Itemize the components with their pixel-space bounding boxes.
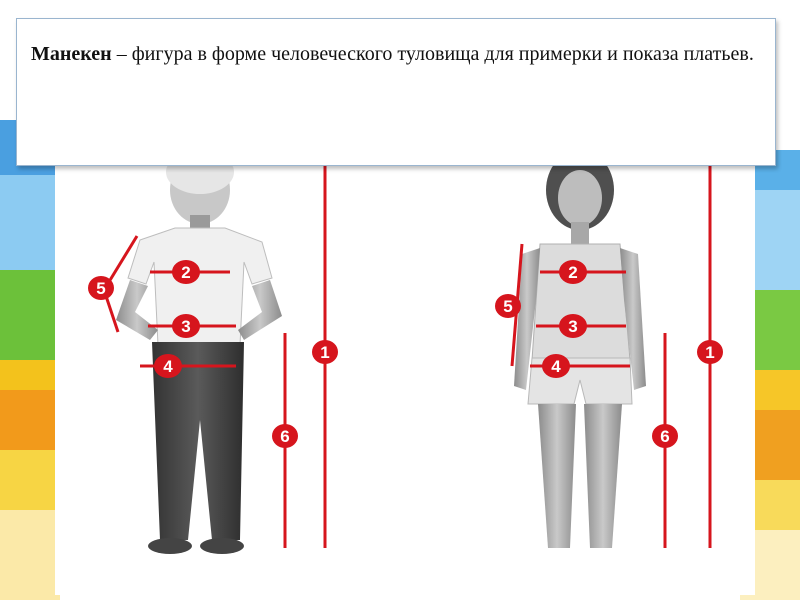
svg-text:2: 2	[568, 263, 578, 282]
svg-text:1: 1	[320, 343, 330, 362]
definition-box	[16, 18, 776, 166]
boy-marker-2	[172, 260, 200, 284]
svg-text:4: 4	[551, 357, 561, 376]
svg-text:5: 5	[503, 297, 513, 316]
svg-text:3: 3	[568, 317, 578, 336]
boy-marker-6	[272, 424, 298, 448]
girl-marker-3	[559, 314, 587, 338]
girl-marker-6	[652, 424, 678, 448]
svg-text:5: 5	[96, 279, 106, 298]
boy-marker-3	[172, 314, 200, 338]
boy-marker-4	[154, 354, 182, 378]
definition-term: Манекен	[31, 43, 112, 65]
svg-text:1: 1	[705, 343, 715, 362]
boy-figure	[116, 150, 282, 554]
girl-marker-5	[495, 294, 521, 318]
girl-marker-4	[542, 354, 570, 378]
svg-text:4: 4	[163, 357, 173, 376]
boy-marker-1	[312, 340, 338, 364]
svg-text:6: 6	[280, 427, 290, 446]
definition-text: – фигура в форме человеческого туловища для примерки и показа платьев.	[111, 43, 754, 65]
girl-marker-2	[559, 260, 587, 284]
svg-text:6: 6	[660, 427, 670, 446]
svg-text:2: 2	[181, 263, 191, 282]
girl-marker-1	[697, 340, 723, 364]
svg-text:3: 3	[181, 317, 191, 336]
girl-mannequin-figure	[514, 150, 646, 548]
boy-marker-5	[88, 276, 114, 300]
